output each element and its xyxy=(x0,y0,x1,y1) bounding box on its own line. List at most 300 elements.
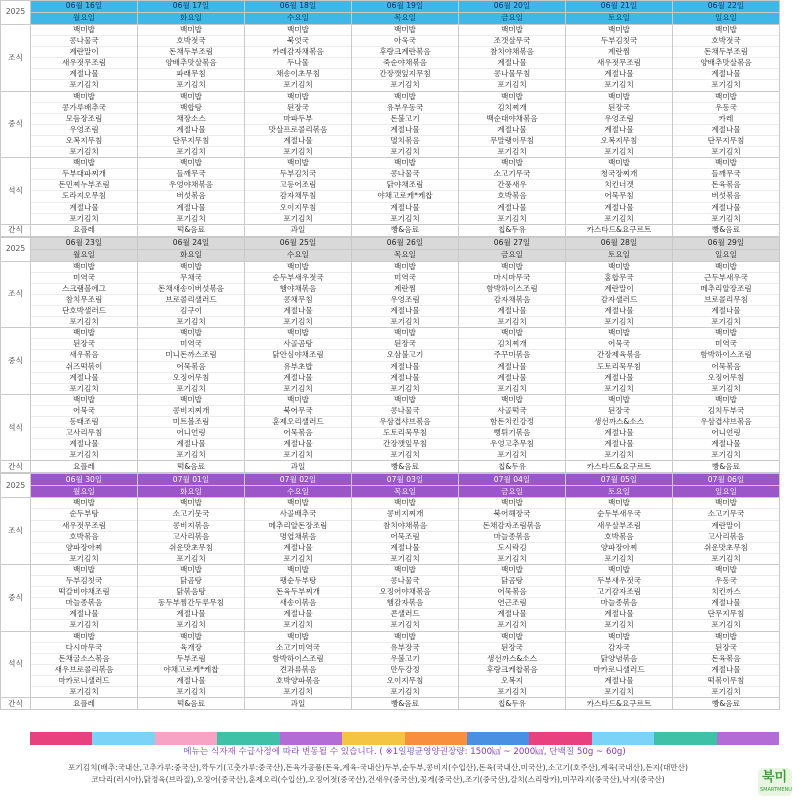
menu-item: 돈민찌누부조림 xyxy=(31,180,137,191)
menu-cell xyxy=(138,158,245,225)
menu-item: 계절나물 xyxy=(673,69,779,80)
weekday-cell: 화요일 xyxy=(138,249,245,261)
menu-item: 콘샐러드 xyxy=(352,609,458,620)
menu-item: 포기김치 xyxy=(604,147,634,157)
weekday-cell: 일요일 xyxy=(673,249,780,261)
menu-item: 치킨너겟 xyxy=(566,180,672,191)
menu-item: 백미밥 xyxy=(245,262,351,273)
menu-item: 닭곰탕 xyxy=(459,576,565,587)
menu-cell xyxy=(245,328,352,395)
menu-cell xyxy=(459,158,566,225)
menu-item: 돈채새송이버섯볶음 xyxy=(138,284,244,295)
menu-item: 미역국 xyxy=(352,273,458,284)
menu-item: 포기김치 xyxy=(176,620,206,630)
menu-item: 치킨까스 xyxy=(673,587,779,598)
menu-item: 콩나물국 xyxy=(352,169,458,180)
date-cell: 06월 24일 xyxy=(138,237,245,249)
menu-item: 도토리묵무침 xyxy=(352,428,458,439)
menu-item: 계절나물 xyxy=(566,609,672,620)
menu-item: 포기김치 xyxy=(711,620,741,630)
menu-item: 아욱국 xyxy=(352,36,458,47)
menu-item: 우동국 xyxy=(673,576,779,587)
weekday-cell: 금요일 xyxy=(459,486,566,498)
date-row xyxy=(1,1,780,13)
menu-item: 우엉야채볶음 xyxy=(138,180,244,191)
menu-item: 포기김치 xyxy=(176,317,206,327)
menu-item: 계절나물 xyxy=(31,69,137,80)
menu-item: 생선까스&소스 xyxy=(459,654,565,665)
menu-item: 백미밥 xyxy=(566,262,672,273)
menu-item: 백미밥 xyxy=(566,498,672,509)
menu-item: 오징어야채볶음 xyxy=(352,587,458,598)
menu-item: 백미밥 xyxy=(566,565,672,576)
menu-item: 어묵국 xyxy=(566,339,672,350)
menu-cell xyxy=(673,91,780,158)
date-cell: 06월 19일 xyxy=(352,1,459,13)
menu-item: 감자채볶음 xyxy=(459,295,565,306)
menu-item: 팽순두부탕 xyxy=(245,576,351,587)
snack-cell: 요플레 xyxy=(31,224,138,236)
menu-item: 양파장아찌 xyxy=(566,543,672,554)
snack-cell: 빵&음료 xyxy=(673,224,780,236)
menu-item: 포기김치 xyxy=(390,686,420,696)
menu-item: 계절나물 xyxy=(459,58,565,69)
menu-item: 훈제오리샐러드 xyxy=(245,417,351,428)
date-cell: 07월 04일 xyxy=(459,474,566,486)
menu-item: 백미밥 xyxy=(459,565,565,576)
snack-cell: 떡&음료 xyxy=(138,698,245,710)
menu-item: 계절나물 xyxy=(673,665,779,676)
date-cell: 06월 28일 xyxy=(566,237,673,249)
menu-item: 계절나물 xyxy=(245,543,351,554)
menu-item: 포기김치 xyxy=(69,620,99,630)
date-cell: 06월 21일 xyxy=(566,1,673,13)
menu-item: 죽순야채볶음 xyxy=(352,58,458,69)
menu-item: 백미밥 xyxy=(138,395,244,406)
strip-segment xyxy=(405,732,467,745)
weekday-cell: 월요일 xyxy=(31,486,138,498)
menu-item: 함박하이스조림 xyxy=(459,284,565,295)
snack-cell: 빵&음료 xyxy=(352,461,459,473)
menu-item: 계절나물 xyxy=(138,203,244,214)
breakfast-row xyxy=(1,498,780,565)
menu-item: 백미밥 xyxy=(673,92,779,103)
menu-cell xyxy=(459,564,566,631)
menu-item: 감자채무침 xyxy=(245,191,351,202)
menu-item: 포기김치 xyxy=(711,80,741,90)
weekday-cell: 수요일 xyxy=(245,249,352,261)
menu-item: 마파두부 xyxy=(245,114,351,125)
menu-item: 백미밥 xyxy=(245,498,351,509)
menu-item: 포기김치 xyxy=(497,450,527,460)
menu-item: 포기김치 xyxy=(390,147,420,157)
menu-item: 도시락김 xyxy=(459,543,565,554)
menu-cell xyxy=(459,498,566,565)
menu-item: 백미밥 xyxy=(31,25,137,36)
menu-item: 닭곰탕 xyxy=(138,576,244,587)
menu-item: 계절나물 xyxy=(566,439,672,450)
menu-item: 우삼겹샤브볶음 xyxy=(673,417,779,428)
menu-item: 계절나물 xyxy=(459,373,565,384)
menu-item: 포기김치 xyxy=(283,213,313,223)
menu-cell xyxy=(459,261,566,328)
menu-item: 백미밥 xyxy=(138,498,244,509)
menu-item: 오징어무침 xyxy=(673,373,779,384)
menu-item: 포기김치 xyxy=(176,213,206,223)
menu-item: 계절나물 xyxy=(459,125,565,136)
menu-cell xyxy=(352,261,459,328)
menu-item: 된장국 xyxy=(31,339,137,350)
menu-cell xyxy=(673,631,780,698)
menu-item: 순두부탕 xyxy=(31,509,137,520)
menu-item: 채송이초무침 xyxy=(245,69,351,80)
menu-item: 유부장국 xyxy=(352,643,458,654)
lunch-label: 중식 xyxy=(1,328,31,395)
menu-item: 호박젓국 xyxy=(673,36,779,47)
menu-item: 백미밥 xyxy=(459,262,565,273)
menu-item: 호박볶음 xyxy=(566,532,672,543)
menu-item: 근두부새우국 xyxy=(673,273,779,284)
year-label: 2025 xyxy=(1,474,31,498)
date-cell: 06월 27일 xyxy=(459,237,566,249)
menu-item: 된장국 xyxy=(566,103,672,114)
menu-cell xyxy=(566,25,673,92)
menu-item: 계절나물 xyxy=(245,439,351,450)
weekday-row xyxy=(1,486,780,498)
menu-item: 계란말이 xyxy=(566,284,672,295)
weekday-cell: 일요일 xyxy=(673,486,780,498)
menu-item: 백미밥 xyxy=(245,395,351,406)
menu-item: 백미밥 xyxy=(566,92,672,103)
menu-item: 우동국 xyxy=(673,103,779,114)
weekday-cell: 수요일 xyxy=(245,486,352,498)
menu-item: 포기김치 xyxy=(283,553,313,563)
menu-cell xyxy=(31,394,138,461)
menu-cell xyxy=(673,261,780,328)
snack-label: 간식 xyxy=(1,224,31,236)
menu-item: 호박양파볶음 xyxy=(245,676,351,687)
menu-item: 마카로니샐러드 xyxy=(566,665,672,676)
menu-item: 돈불고기 xyxy=(352,114,458,125)
menu-item: 오복지무침 xyxy=(566,136,672,147)
menu-item: 된장국 xyxy=(245,103,351,114)
menu-item: 마늘종볶음 xyxy=(459,532,565,543)
menu-item: 들깨무국 xyxy=(138,169,244,180)
menu-item: 계절나물 xyxy=(245,306,351,317)
menu-item: 콩나물국 xyxy=(352,406,458,417)
menu-item: 유부초밥 xyxy=(245,362,351,373)
menu-item: 계절나물 xyxy=(245,609,351,620)
dinner-label: 석식 xyxy=(1,631,31,698)
menu-cell xyxy=(138,394,245,461)
lunch-label: 중식 xyxy=(1,91,31,158)
menu-item: 김치두부국 xyxy=(673,406,779,417)
menu-item: 돈육볶음 xyxy=(673,654,779,665)
menu-item: 뻥튀기볶음 xyxy=(459,428,565,439)
menu-cell xyxy=(566,631,673,698)
menu-item: 계절나물 xyxy=(31,439,137,450)
menu-item: 계절나물 xyxy=(138,609,244,620)
menu-item: 양배추맛살볶음 xyxy=(673,58,779,69)
menu-item: 백미밥 xyxy=(31,158,137,169)
menu-item: 백미밥 xyxy=(31,565,137,576)
menu-cell xyxy=(138,631,245,698)
menu-item: 두부조림 xyxy=(138,654,244,665)
menu-item: 새우브로콜리볶음 xyxy=(31,665,137,676)
menu-cell xyxy=(566,394,673,461)
menu-item: 된장국 xyxy=(352,339,458,350)
breakfast-label: 조식 xyxy=(1,498,31,565)
menu-item: 포기김치 xyxy=(69,213,99,223)
menu-item: 포기김치 xyxy=(283,686,313,696)
menu-item: 백미밥 xyxy=(245,328,351,339)
menu-item: 미역국 xyxy=(138,339,244,350)
menu-item: 콩나물국 xyxy=(352,576,458,587)
menu-item: 고기감자조림 xyxy=(566,587,672,598)
menu-item: 사골배추국 xyxy=(245,509,351,520)
origin-line: 코다리(러시아),닭정육(브라질),오징어(중국산),훈제오리(수입산),오징어젓(중국산),건새우(중국산),꽃게(중국산),조기(중국산),갈치(스리랑카),미꾸라지(중국산),낙지(중국산) xyxy=(91,774,665,784)
menu-item: 새우살부조림 xyxy=(566,521,672,532)
menu-cell xyxy=(673,394,780,461)
menu-cell xyxy=(31,158,138,225)
menu-item: 백미밥 xyxy=(31,498,137,509)
strip-segment xyxy=(217,732,279,745)
menu-item: 포기김치 xyxy=(604,213,634,223)
menu-item: 쉬즈떡볶이 xyxy=(31,362,137,373)
menu-item: 호박볶음 xyxy=(31,532,137,543)
menu-cell xyxy=(352,631,459,698)
menu-item: 카레감자채볶음 xyxy=(245,47,351,58)
menu-cell xyxy=(459,328,566,395)
dinner-label: 석식 xyxy=(1,158,31,225)
menu-item: 백합탕 xyxy=(138,103,244,114)
menu-item: 포기김치 xyxy=(283,620,313,630)
lunch-row xyxy=(1,91,780,158)
menu-item: 포기김치 xyxy=(604,450,634,460)
menu-item: 참치야채볶음 xyxy=(352,521,458,532)
menu-item: 계절나물 xyxy=(673,306,779,317)
date-cell: 06월 18일 xyxy=(245,1,352,13)
menu-item: 닭양념볶음 xyxy=(566,654,672,665)
menu-item: 북어무국 xyxy=(245,406,351,417)
menu-cell xyxy=(673,498,780,565)
menu-item: 계절나물 xyxy=(566,125,672,136)
menu-item: 백미밥 xyxy=(31,262,137,273)
strip-segment xyxy=(30,732,92,745)
snack-cell: 빵&음료 xyxy=(673,461,780,473)
week-table xyxy=(0,473,780,710)
menu-item: 돈채감자조림볶음 xyxy=(459,521,565,532)
menu-item: 백미밥 xyxy=(31,632,137,643)
menu-cell xyxy=(352,158,459,225)
menu-item: 닭야채조림 xyxy=(352,180,458,191)
menu-item: 두부김칫국 xyxy=(31,576,137,587)
snack-cell: 과일 xyxy=(245,461,352,473)
menu-item: 간장깻잎지무침 xyxy=(352,69,458,80)
menu-cell xyxy=(245,631,352,698)
date-cell: 07월 01일 xyxy=(138,474,245,486)
menu-item: 함박하이스조림 xyxy=(673,350,779,361)
menu-cell xyxy=(138,564,245,631)
menu-item: 포기김치 xyxy=(283,80,313,90)
menu-item: 두부새우젓국 xyxy=(566,576,672,587)
menu-item: 연근조림 xyxy=(459,598,565,609)
menu-item: 포기김치 xyxy=(69,317,99,327)
menu-item: 새우볶음 xyxy=(31,350,137,361)
menu-item: 양파장아찌 xyxy=(31,543,137,554)
menu-cell xyxy=(673,158,780,225)
origin-line: 포기김치(배추:국내산,고추가루:중국산),깍두기(고춧가루:중국산),돈육가공품(돈육,계육-국내산)두부,순두부,콩비지(수입산),돈육(국내산,미국산),소고기(호주산),계육(국내산),돈지(대만산) xyxy=(68,763,688,772)
menu-item: 계절나물 xyxy=(245,373,351,384)
menu-item: 백미밥 xyxy=(673,632,779,643)
strip-segment xyxy=(92,732,154,745)
menu-item: 포기김치 xyxy=(497,553,527,563)
menu-item: 포기김치 xyxy=(283,450,313,460)
menu-cell xyxy=(459,91,566,158)
strip-segment xyxy=(155,732,217,745)
snack-cell: 칩&두유 xyxy=(459,224,566,236)
menu-item: 계절나물 xyxy=(673,203,779,214)
menu-item: 포기김치 xyxy=(390,317,420,327)
menu-item: 백미밥 xyxy=(566,25,672,36)
menu-item: 사골떡국 xyxy=(459,406,565,417)
menu-item: 포기김치 xyxy=(711,450,741,460)
menu-item: 메추리알장조림 xyxy=(673,284,779,295)
menu-cell xyxy=(138,91,245,158)
menu-item: 순두부새우젓국 xyxy=(245,273,351,284)
menu-item: 백미밥 xyxy=(138,25,244,36)
menu-item: 계란말이 xyxy=(673,521,779,532)
menu-cell xyxy=(352,328,459,395)
date-cell: 06월 16일 xyxy=(31,1,138,13)
date-cell: 07월 03일 xyxy=(352,474,459,486)
snack-cell: 빵&음료 xyxy=(673,698,780,710)
menu-item: 조갯살무국 xyxy=(459,36,565,47)
menu-item: 두부대파찌개 xyxy=(31,169,137,180)
menu-cell xyxy=(566,261,673,328)
menu-item: 계절나물 xyxy=(31,203,137,214)
menu-item: 포기김치 xyxy=(176,450,206,460)
menu-item: 햄야채볶음 xyxy=(245,284,351,295)
menu-item: 간장깻잎무침 xyxy=(352,439,458,450)
week-table xyxy=(0,0,780,237)
date-cell: 07월 05일 xyxy=(566,474,673,486)
menu-item: 맛살프로콜리볶음 xyxy=(245,125,351,136)
snack-cell: 카스타드&요구르트 xyxy=(566,224,673,236)
menu-item: 소고기미역국 xyxy=(245,643,351,654)
breakfast-row xyxy=(1,261,780,328)
menu-item: 백미밥 xyxy=(673,565,779,576)
strip-segment xyxy=(342,732,404,745)
menu-item: 닭볶음탕 xyxy=(138,587,244,598)
menu-item: 어묵볶음 xyxy=(459,587,565,598)
menu-item: 북어해장국 xyxy=(459,509,565,520)
menu-item: 포기김치 xyxy=(176,553,206,563)
menu-cell xyxy=(245,158,352,225)
menu-item: 양배추맛살볶음 xyxy=(138,58,244,69)
menu-item: 생선까스&소스 xyxy=(566,417,672,428)
date-cell: 06월 17일 xyxy=(138,1,245,13)
menu-item: 다시마무국 xyxy=(31,643,137,654)
menu-item: 계절나물 xyxy=(459,306,565,317)
menu-item: 파래무침 xyxy=(138,69,244,80)
menu-cell xyxy=(566,328,673,395)
menu-item: 백미밥 xyxy=(352,632,458,643)
menu-item: 단무지무침 xyxy=(673,609,779,620)
menu-item: 소고기무국 xyxy=(459,169,565,180)
menu-item: 백미밥 xyxy=(245,565,351,576)
menu-cell xyxy=(459,25,566,92)
menu-item: 고등어조림 xyxy=(245,180,351,191)
menu-item: 계란말이 xyxy=(31,47,137,58)
menu-item: 어묵볶음 xyxy=(138,362,244,373)
menu-item: 감자국 xyxy=(566,643,672,654)
menu-item: 된장국 xyxy=(459,643,565,654)
snack-cell: 빵&음료 xyxy=(352,224,459,236)
menu-item: 육개장 xyxy=(138,643,244,654)
menu-cell xyxy=(673,564,780,631)
lunch-row xyxy=(1,564,780,631)
menu-item: 두나물 xyxy=(245,58,351,69)
menu-item: 포기김치 xyxy=(69,450,99,460)
menu-item: 포기김치 xyxy=(497,383,527,393)
menu-item: 참치무조림 xyxy=(31,295,137,306)
menu-item: 어니언링 xyxy=(673,428,779,439)
menu-item: 백순대야채볶음 xyxy=(459,114,565,125)
menu-item: 포기김치 xyxy=(604,383,634,393)
breakfast-row xyxy=(1,25,780,92)
menu-item: 포기김치 xyxy=(604,620,634,630)
menu-item: 버섯볶음 xyxy=(138,191,244,202)
snack-cell: 떡&음료 xyxy=(138,224,245,236)
menu-item: 계절나물 xyxy=(673,598,779,609)
menu-item: 백미밥 xyxy=(138,632,244,643)
menu-item: 새우젓무조림 xyxy=(31,58,137,69)
menu-item: 된장국 xyxy=(673,643,779,654)
snack-label: 간식 xyxy=(1,461,31,473)
menu-item: 백미밥 xyxy=(352,498,458,509)
menu-item: 돈육두부찌개 xyxy=(245,587,351,598)
menu-item: 콩비지찌개 xyxy=(138,406,244,417)
menu-item: 포기김치 xyxy=(283,147,313,157)
menu-item: 포기김치 xyxy=(497,686,527,696)
menu-cell xyxy=(566,564,673,631)
menu-item: 백미밥 xyxy=(459,25,565,36)
menu-item: 백미밥 xyxy=(459,328,565,339)
snack-label: 간식 xyxy=(1,698,31,710)
menu-item: 백미밥 xyxy=(138,565,244,576)
menu-item: 백미밥 xyxy=(138,92,244,103)
menu-item: 계절나물 xyxy=(352,125,458,136)
year-label: 2025 xyxy=(1,237,31,261)
menu-item: 돈채굴소스볶음 xyxy=(31,654,137,665)
menu-item: 고사리볶음 xyxy=(673,532,779,543)
menu-cell xyxy=(31,564,138,631)
menu-item: 포기김치 xyxy=(711,147,741,157)
menu-item: 돈채두부조림 xyxy=(138,47,244,58)
color-strip xyxy=(30,732,779,745)
menu-item: 동태조림 xyxy=(31,417,137,428)
brand-logo xyxy=(758,768,792,796)
menu-item: 콩비지볶음 xyxy=(138,521,244,532)
menu-item: 후랑크케찹볶음 xyxy=(459,665,565,676)
date-cell: 06월 22일 xyxy=(673,1,780,13)
menu-item: 함박하이스조림 xyxy=(245,654,351,665)
menu-item: 백미밥 xyxy=(138,328,244,339)
menu-item: 김구이 xyxy=(138,306,244,317)
menu-cell xyxy=(352,394,459,461)
menu-item: 계절나물 xyxy=(673,125,779,136)
